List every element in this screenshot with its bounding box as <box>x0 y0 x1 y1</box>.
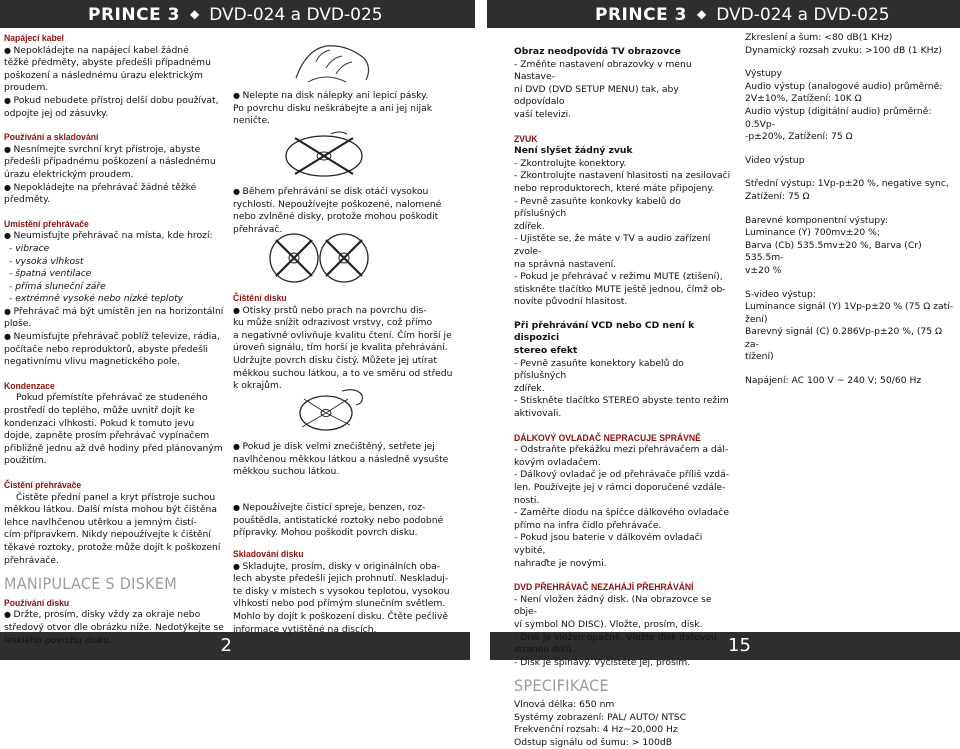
prohibited-sticker-disc-icon <box>283 128 365 180</box>
text-line: přípravky. Mohou poškodit povrch disku. <box>233 527 418 539</box>
text-line: úroveň signálu, tím horší je kvalita přehrávání. <box>233 342 448 354</box>
text-line: ploše. <box>4 318 32 330</box>
section-heading: Používání a skladování <box>4 131 99 143</box>
list-item: - extrémně vysoké nebo nízké teploty <box>9 293 184 305</box>
text-line: informace vytištěné na discích. <box>233 623 377 635</box>
text-line: Udržujte povrch disku čistý. Můžete jej utírat <box>233 354 437 366</box>
text-line: - Zkontrolujte konektory. <box>514 157 627 169</box>
text-line: zdířek. <box>514 220 545 232</box>
section-heading: Používání disku <box>4 596 70 608</box>
column-1 <box>4 32 230 647</box>
text-line: Video výstup <box>745 154 805 166</box>
header-left <box>0 0 475 28</box>
section-heading: Kondenzace <box>4 379 55 391</box>
section-heading: Skladování disku <box>233 548 304 559</box>
text-line: Výstupy <box>745 68 782 80</box>
text-line: ● Pokud nebudete přístroj delší dobu používat, <box>4 95 230 108</box>
text-line: lehce navlhčenou utěrkou a jemným čistí- <box>4 516 197 528</box>
text-line: - Disk je vložen opačně. Vložte disk datovou <box>514 631 717 643</box>
text-line: Zkreslení a šum: <80 dB(1 KHz) <box>745 32 893 43</box>
text-line: - Dálkový ovladač je od přehrávače příliš vzdá- <box>514 469 730 481</box>
header-model: DVD-024 a DVD-025 <box>209 5 383 25</box>
text-line: cím přípravkem. Nikdy nepoužívejte k čištění <box>4 529 211 541</box>
text-line: - Odstraňte překážku mezi přehrávačem a dál- <box>514 444 729 456</box>
text-line: nebo zvlněné disky, protože mohou poškodit <box>233 211 439 223</box>
text-line: navlhčenou měkkou látkou a následně vysušte <box>233 453 449 465</box>
text-line: měkkou suchou látkou. <box>233 466 340 478</box>
text-line: ● Skladujte, prosím, disky v originálních oba- <box>233 561 465 574</box>
text-line: přehrávače. <box>4 554 59 566</box>
text-line: Po povrchu disku neškrábejte a ani jej nijak <box>233 102 433 114</box>
text-line: k okrajům. <box>233 380 282 392</box>
section-heading: DVD PŘEHRÁVAČ NEZAHÁJÍ PŘEHRÁVÁNÍ <box>514 581 694 593</box>
text-line: přímo na infra čidlo přehrávače. <box>514 519 662 531</box>
text-line: ● Nepoužívejte čisticí spreje, benzen, roz- <box>233 502 465 515</box>
text-line: předměty. <box>4 194 51 206</box>
text-line: Napájení: AC 100 V ~ 240 V; 50/60 Hz <box>745 375 922 387</box>
text-line: ● Nesnímejte svrchní kryt přístroje, abyste <box>4 144 230 157</box>
subsection-heading: Není slyšet žádný zvuk <box>514 145 633 157</box>
diamond-icon: ◆ <box>189 7 200 21</box>
text-line: Systémy zobrazení: PAL/ AUTO/ NTSC <box>514 711 687 723</box>
text-line: tížení) <box>745 351 774 363</box>
text-line: předešli případnému poškození a následnému <box>4 156 216 168</box>
text-line: Vlnová délka: 650 nm <box>514 698 615 710</box>
text-line: středový otvor dle obrázku níže. Nedotýkejte se <box>4 621 224 633</box>
page-number: 2 <box>220 635 232 656</box>
text-line: - Není vložen žádný disk. (Na obrazovce se obje- <box>514 593 712 618</box>
text-line: ● Neumisťujte přehrávač na místa, kde hrozí: <box>4 230 230 243</box>
text-line: Luminance signál (Y) 1Vp-p±20 % (75 Ω zatí- <box>745 301 954 313</box>
text-line: kovým ovladačem. <box>514 456 601 468</box>
text-line: - Ujistěte se, že máte v TV a audio zařízení zvole- <box>514 233 711 257</box>
list-item: - špatná ventilace <box>9 268 92 280</box>
diamond-icon: ◆ <box>696 7 707 21</box>
text-line: ● Držte, prosím, disky vždy za okraje nebo <box>4 609 230 622</box>
text-line: poškození a následnému úrazu elektrickým <box>4 69 203 81</box>
disc-sticker-illustration <box>286 38 376 86</box>
column-4 <box>745 32 958 388</box>
text-line: ● Přehrávač má být umístěn jen na horizontální <box>4 306 230 319</box>
section-heading: Čištění disku <box>233 292 287 303</box>
text-line: přibližně jednu až dvě hodiny před plánovaným <box>4 442 223 454</box>
text-line: těkavé roztoky, protože může dojít k poškození <box>4 541 221 553</box>
text-line: ● Neumisťujte přehrávač poblíž televize, rádia, <box>4 331 230 344</box>
text-line: - Pokud je přehrávač v režimu MUTE (ztišení), <box>514 271 723 283</box>
text-line: rychlostí. Nepoužívejte poškozené, nalomené <box>233 198 442 210</box>
header-right <box>487 0 960 28</box>
text-line: Audio výstup (digitální audio) průměrně: 0.5Vp- <box>745 105 932 130</box>
text-line: - Disk je špinavý. Vyčistěte jej, prosím. <box>514 656 691 668</box>
text-line: ● Během přehrávání se disk otáčí vysokou <box>233 186 465 199</box>
text-line: 2V±10%, Zatížení: 10K Ω <box>745 93 862 105</box>
page-number: 15 <box>728 635 751 656</box>
text-line: žení) <box>745 313 768 325</box>
text-line: te disky v místech s vysokou teplotou, vysokou <box>233 585 450 597</box>
text-line: - Zaměřte diodu na špičce dálkového ovladače <box>514 507 730 519</box>
text-line: vaší televizi. <box>514 108 572 120</box>
text-line: Čistěte přední panel a kryt přístroje suchou <box>16 491 216 503</box>
text-line: Luminance (Y) 700mv±20 %; <box>745 227 880 239</box>
text-line: - Pokud jsou baterie v dálkovém ovladači vybité, <box>514 532 703 556</box>
column-3 <box>514 46 732 749</box>
text-line: těžké předměty, abyste předešli případnému <box>4 57 211 69</box>
text-line: aktivovali. <box>514 408 562 420</box>
text-line: ● Otisky prstů nebo prach na povrchu dis- <box>233 305 465 318</box>
text-line: přehrávač. <box>233 223 283 235</box>
text-line: měkkou látkou. Další místa mohou být čištěna <box>4 504 217 516</box>
text-line: úrazu elektrickým proudem. <box>4 168 134 180</box>
header-model: DVD-024 a DVD-025 <box>716 5 890 25</box>
text-line: pouštědla, antistatické roztoky nebo podobné <box>233 514 444 526</box>
text-line: Odstup signálu od šumu: > 100dB <box>514 736 673 748</box>
section-heading: Napájecí kabel <box>4 32 64 43</box>
text-line: měkkou suchou látkou, a to ve směru od středu <box>233 367 453 379</box>
text-line: ● Nelepte na disk nálepky ani lepicí pásky. <box>233 90 465 103</box>
text-line: ● Nepokládejte na přehrávač žádné těžké <box>4 182 230 195</box>
text-line: - Stiskněte tlačítko STEREO abyste tento režim <box>514 395 729 407</box>
list-item: - vysoká vlhkost <box>9 255 84 267</box>
text-line: Pokud přemístíte přehrávač ze studeného <box>16 392 208 404</box>
text-line: Zatížení: 75 Ω <box>745 190 810 202</box>
text-line: stranou dolů. <box>514 644 575 656</box>
text-line: ku může snížit odrazivost vrstvy, což přímo <box>233 317 433 329</box>
text-line: nebo reproduktorech, které máte připojeny. <box>514 182 715 194</box>
text-line: ● Pokud je disk velmi znečištěný, setřete jej <box>233 441 465 454</box>
text-line: -p±20%, Zatížení: 75 Ω <box>745 131 853 143</box>
text-line: prostředí do teplého, může uvnitř dojít ke <box>4 405 195 417</box>
text-line: - Změňte nastavení obrazovky v menu Nastave- <box>514 58 692 83</box>
section-heading: ZVUK <box>514 132 538 144</box>
text-line: nosti. <box>514 494 540 506</box>
text-line: S-video výstup: <box>745 288 816 300</box>
text-line: počítače nebo reproduktorů, abyste předešli <box>4 343 208 355</box>
section-heading: stereo efekt <box>514 345 578 357</box>
text-line: vlhkostí nebo pod přímým slunečním světlem. <box>233 598 446 610</box>
text-line: ● Nepokládejte na napájecí kabel žádné <box>4 45 230 58</box>
text-line: použitím. <box>4 455 47 467</box>
section-heading: Umístění přehrávače <box>4 217 89 229</box>
text-line: - Zkontrolujte nastavení hlasitosti na zesilovači <box>514 170 731 182</box>
text-line: a negativně ovlivňuje kvalitu čtení. Čím horší je <box>233 329 452 341</box>
section-heading: Čistění přehrávače <box>4 479 82 490</box>
text-line: odpojte jej od zásuvky. <box>4 107 109 119</box>
text-line: neničte. <box>233 115 271 127</box>
text-line: v±20 % <box>745 264 782 276</box>
text-line: ní DVD (DVD SETUP MENU) tak, aby odpovídalo <box>514 83 679 108</box>
text-line: dojde, zapněte prosím přehrávač vypínačem <box>4 430 210 442</box>
text-line: Mohlo by dojít k poškození disku. Čtěte pečlivě <box>233 610 449 622</box>
section-heading: Obraz neodpovídá TV obrazovce <box>514 46 681 57</box>
text-line: lesklého povrchu disku. <box>4 634 112 646</box>
chapter-title: MANIPULACE S DISKEM <box>4 574 177 594</box>
list-item: - přímá sluneční záře <box>9 280 106 292</box>
text-line: Střední výstup: 1Vp-p±20 %, negative sync, <box>745 178 949 190</box>
text-line: zdířek. <box>514 382 545 394</box>
text-line: Frekvenční rozsah: 4 Hz~20,000 Hz <box>514 724 678 736</box>
header-brand: PRINCE 3 <box>595 5 687 25</box>
text-line: Dynamický rozsah zvuku: >100 dB (1 KHz) <box>745 44 942 56</box>
text-line: Audio výstup (analogové audio) průměrně: <box>745 80 943 92</box>
header-brand: PRINCE 3 <box>88 5 180 25</box>
text-line: len. Používejte jej v rámci doporučené vzdále- <box>514 482 726 493</box>
text-line: - Pevně zasuňte konektory kabelů do příslušných <box>514 357 684 382</box>
list-item: - vibrace <box>9 242 50 254</box>
text-line: na správná nastavení. <box>514 258 617 270</box>
text-line: kondenzaci vlhkosti. Pokud k tomuto jevu <box>4 417 195 429</box>
text-line: ví symbol NO DISC). Vložte, prosím, disk. <box>514 618 703 630</box>
text-line: negativnímu vlivu magnetického pole. <box>4 356 181 368</box>
text-line: Barevný signál (C) 0.286Vp-p±20 %, (75 Ω za- <box>745 326 943 350</box>
text-line: proudem. <box>4 82 49 94</box>
prohibited-damaged-disc-icon <box>264 228 374 288</box>
text-line: novíte původní hlasitost. <box>514 296 628 308</box>
section-heading: DÁLKOVÝ OVLADAČ NEPRACUJE SPRÁVNĚ <box>514 431 701 443</box>
text-line: - Pevně zasuňte konkovky kabelů do příslušných <box>514 195 681 220</box>
text-line: stiskněte tlačítko MUTE ještě jednou, čímž ob- <box>514 283 726 295</box>
text-line: nahraďte je novými. <box>514 557 607 569</box>
chapter-title: SPECIFIKACE <box>514 676 609 696</box>
section-heading: Při přehrávání VCD nebo CD není k dispozici <box>514 319 695 344</box>
text-line: lech abyste předešli jejich prohnutí. Neskladuj- <box>233 573 449 585</box>
text-line: Barva (Cb) 535.5mv±20 %, Barva (Cr) 535.5m- <box>745 239 922 264</box>
text-line: Barevné komponentní výstupy: <box>745 214 888 226</box>
